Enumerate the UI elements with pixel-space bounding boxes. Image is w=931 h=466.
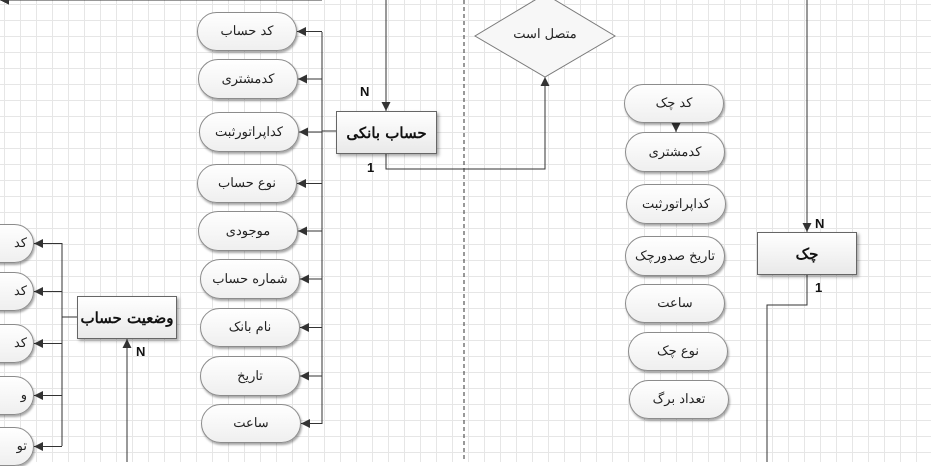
account-status-cardinality-n: N: [136, 344, 146, 359]
status-attr-1[interactable]: کد: [0, 224, 34, 263]
cheque-attr-sheet-count[interactable]: تعداد برگ: [629, 380, 729, 419]
cheque-attr-cheque-type[interactable]: نوع چک: [628, 332, 728, 371]
cheque-attr-customer-code[interactable]: کدمشتری: [625, 132, 725, 172]
bank-attr-bank-name[interactable]: نام بانک: [200, 308, 300, 347]
cheque-cardinality-1: 1: [815, 280, 823, 295]
bank-attr-customer-code[interactable]: کدمشتری: [198, 59, 298, 99]
bank-attr-date[interactable]: تاریخ: [200, 356, 300, 396]
bank-attr-time[interactable]: ساعت: [201, 404, 301, 443]
bank-attr-balance[interactable]: موجودی: [198, 211, 298, 251]
cheque-cardinality-n: N: [815, 216, 825, 231]
status-attr-3[interactable]: کد: [0, 324, 34, 363]
relationship-label: متصل است: [513, 27, 577, 42]
status-attr-2[interactable]: کد: [0, 272, 34, 311]
cheque-entity[interactable]: چک: [757, 232, 857, 275]
cheque-down-line: [767, 275, 807, 462]
bank-account-cardinality-1: 1: [367, 160, 375, 175]
account-status-entity[interactable]: وضعیت حساب: [77, 296, 177, 339]
bank-attr-account-type[interactable]: نوع حساب: [197, 164, 297, 203]
status-attr-5[interactable]: تو: [0, 427, 34, 466]
bank-attr-operator-code[interactable]: کداپراتورثبت: [199, 112, 299, 152]
cheque-attr-issue-date[interactable]: تاریخ صدورچک: [625, 236, 725, 276]
status-attr-4[interactable]: و: [0, 376, 34, 415]
bank-account-cardinality-n: N: [360, 84, 370, 99]
cheque-attr-operator-code[interactable]: کداپراتورثبت: [626, 184, 726, 224]
cheque-attr-cheque-code[interactable]: کد چک: [624, 84, 724, 123]
cheque-attr-time[interactable]: ساعت: [625, 284, 725, 323]
bank-attr-account-code[interactable]: کد حساب: [197, 12, 297, 51]
bank-account-entity[interactable]: حساب بانکی: [336, 111, 437, 154]
bank-attr-account-number[interactable]: شماره حساب: [200, 259, 300, 299]
